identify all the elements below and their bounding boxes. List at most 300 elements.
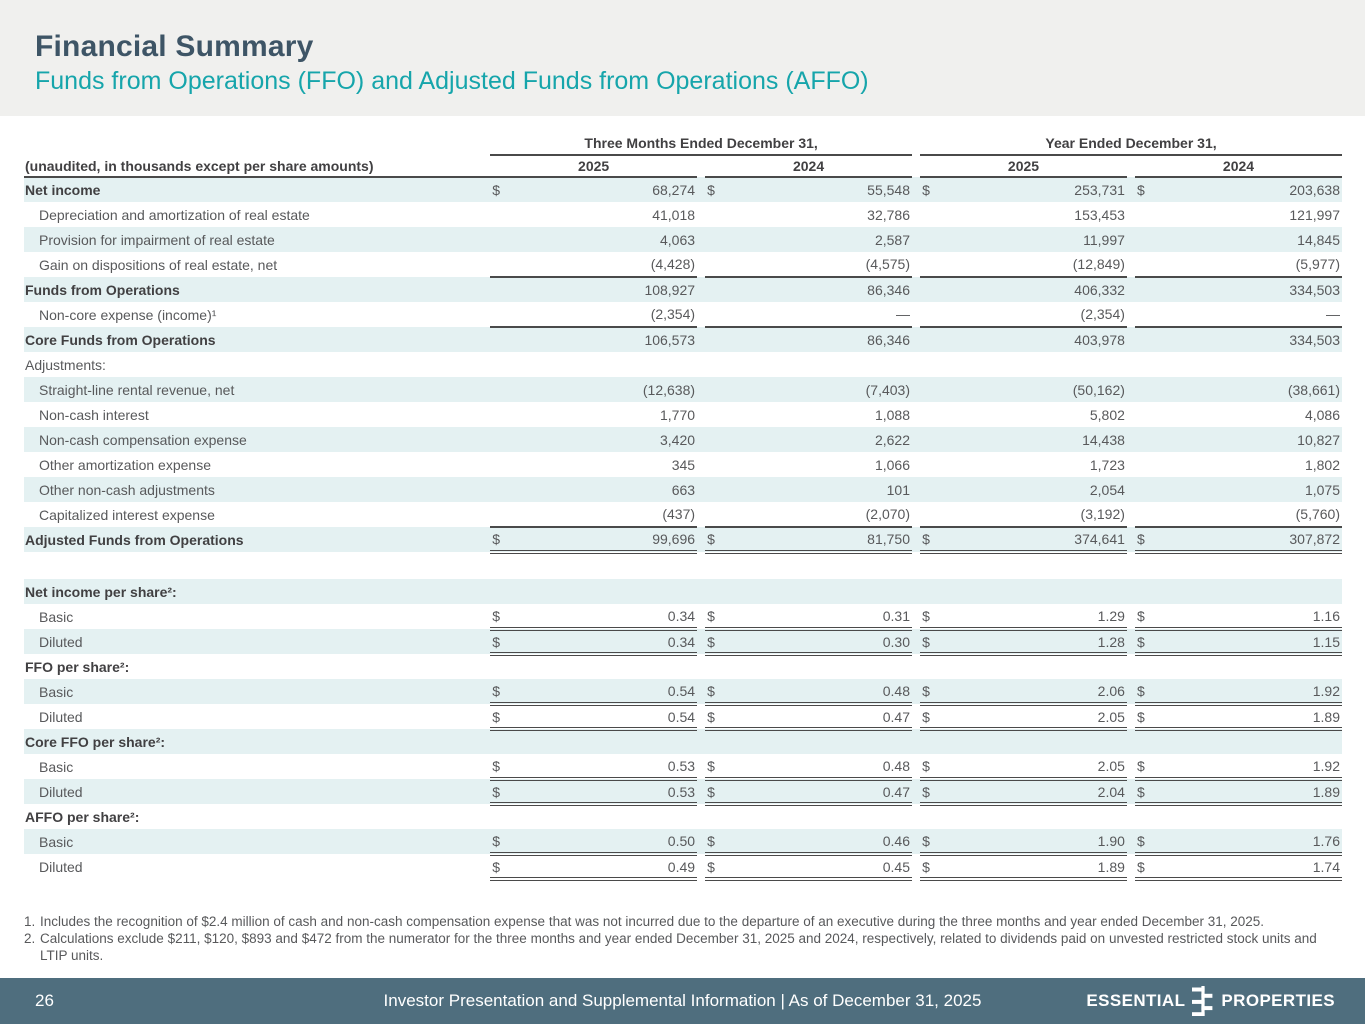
column-gap	[912, 729, 920, 754]
row-label: Adjustments:	[25, 356, 106, 373]
dollar-sign-cell	[490, 352, 512, 377]
table-row	[24, 527, 1342, 552]
dollar-sign-cell: $	[705, 704, 727, 729]
row-label: Diluted	[39, 708, 83, 725]
row-label: Non-core expense (income)¹	[39, 306, 217, 323]
dollar-sign-cell	[1135, 352, 1157, 377]
column-gap	[1127, 327, 1135, 352]
dollar-sign-cell	[705, 579, 727, 604]
column-gap	[1127, 604, 1135, 629]
dollar-sign-cell	[705, 377, 727, 402]
column-gap	[912, 477, 920, 502]
dollar-sign-cell	[1135, 729, 1157, 754]
dollar-sign-cell	[490, 252, 512, 277]
dollar-sign-cell: $	[1135, 754, 1157, 779]
value-cell	[727, 352, 912, 377]
dollar-sign-cell	[490, 402, 512, 427]
table-row	[24, 679, 1342, 704]
column-gap	[1127, 477, 1135, 502]
row-label: Diluted	[39, 633, 83, 650]
column-gap	[1127, 402, 1135, 427]
column-gap	[697, 502, 705, 527]
dollar-sign-cell	[490, 227, 512, 252]
dollar-sign-cell: $	[490, 779, 512, 804]
year-col-2: 2024	[705, 155, 912, 177]
value-cell: (3,192)	[942, 502, 1127, 527]
value-cell: 0.47	[727, 704, 912, 729]
value-cell: 345	[671, 456, 696, 473]
value-cell: (50,162)	[1072, 381, 1125, 398]
value-cell: 203,638	[1289, 182, 1340, 198]
value-cell: 1,770	[660, 406, 696, 423]
value-cell: 1.76	[1157, 829, 1342, 854]
dollar-sign-cell	[490, 202, 512, 227]
dollar-sign-cell: $	[1135, 604, 1157, 629]
dollar-sign-cell	[705, 729, 727, 754]
table-row	[24, 477, 1342, 502]
dollar-sign-cell	[1135, 327, 1157, 352]
value-cell: 86,346	[867, 282, 910, 298]
column-gap	[912, 854, 920, 879]
dollar-sign-cell: $	[705, 629, 727, 654]
value-cell: 2,622	[874, 431, 910, 448]
value-cell: 121,997	[1289, 206, 1340, 223]
dollar-sign-cell	[705, 302, 727, 327]
dollar-sign-cell: $	[705, 754, 727, 779]
column-gap	[1127, 779, 1135, 804]
value-cell: 2.06	[942, 679, 1127, 704]
dollar-sign-cell: $	[1135, 779, 1157, 804]
column-gap	[912, 377, 920, 402]
column-gap	[1127, 629, 1135, 654]
column-gap	[912, 277, 920, 302]
value-cell: 0.48	[727, 754, 912, 779]
dollar-sign-cell	[490, 654, 512, 679]
dollar-sign-cell	[490, 277, 512, 302]
column-gap	[697, 754, 705, 779]
column-gap	[912, 302, 920, 327]
value-cell: 2.05	[942, 704, 1127, 729]
dollar-sign-cell: $	[920, 829, 942, 854]
value-cell: 1,802	[1304, 456, 1340, 473]
value-cell: 101	[886, 481, 910, 498]
dollar-sign-cell	[705, 502, 727, 527]
value-cell	[512, 352, 697, 377]
table-row	[24, 452, 1342, 477]
value-cell: 4,086	[1304, 406, 1340, 423]
column-gap	[1127, 227, 1135, 252]
column-gap	[912, 604, 920, 629]
table-row	[24, 377, 1342, 402]
footnote-text: Includes the recognition of $2.4 million of cash and non-cash compensation expense that was not incurred due to the departure of an executive during the three months and year ended December 31, 2025.	[40, 914, 1265, 929]
dollar-sign-cell	[920, 327, 942, 352]
column-gap	[697, 327, 705, 352]
dollar-sign-cell: $	[705, 829, 727, 854]
table-row	[24, 302, 1342, 327]
column-gap	[697, 679, 705, 704]
dollar-sign-cell	[1135, 252, 1157, 277]
value-cell: 0.54	[512, 704, 697, 729]
title-band	[0, 0, 1365, 116]
dollar-sign-cell	[705, 227, 727, 252]
essential-properties-logo-icon	[1192, 986, 1214, 1016]
value-cell: 68,274	[652, 182, 696, 198]
dollar-sign-cell	[490, 579, 512, 604]
dollar-sign-cell	[490, 302, 512, 327]
dollar-sign-cell	[705, 452, 727, 477]
value-cell: 0.45	[727, 854, 912, 879]
value-cell: 0.46	[727, 829, 912, 854]
row-label: Funds from Operations	[25, 281, 180, 298]
column-gap	[1127, 854, 1135, 879]
row-label: Depreciation and amortization of real estate	[39, 206, 310, 223]
dollar-sign-cell	[920, 502, 942, 527]
value-cell: 1.74	[1157, 854, 1342, 879]
row-label: Basic	[39, 833, 74, 850]
row-label: Non-cash interest	[39, 406, 149, 423]
dollar-sign-cell	[1135, 277, 1157, 302]
table-row	[24, 327, 1342, 352]
value-cell: 0.53	[512, 754, 697, 779]
value-cell: 0.49	[512, 854, 697, 879]
dollar-sign-cell	[920, 377, 942, 402]
dollar-sign-cell	[490, 427, 512, 452]
dollar-sign-cell: $	[705, 604, 727, 629]
value-cell: 1.16	[1157, 604, 1342, 629]
col-group-year-ended: Year Ended December 31,	[920, 132, 1342, 155]
dollar-sign-cell	[920, 252, 942, 277]
value-cell: 0.53	[512, 779, 697, 804]
column-gap	[697, 277, 705, 302]
value-cell: 1.29	[942, 604, 1127, 629]
column-gap	[1127, 579, 1135, 604]
dollar-sign-cell	[920, 654, 942, 679]
footnote	[24, 930, 1337, 964]
value-cell	[942, 729, 1127, 754]
value-cell: 0.34	[512, 604, 697, 629]
value-cell	[1157, 352, 1342, 377]
column-gap	[697, 252, 705, 277]
row-label: Gain on dispositions of real estate, net	[39, 256, 278, 273]
dollar-sign-cell	[705, 427, 727, 452]
table-row	[24, 227, 1342, 252]
column-gap	[1127, 427, 1135, 452]
dollar-sign-cell: $	[920, 754, 942, 779]
dollar-sign-cell: $	[1136, 182, 1145, 198]
value-cell: 0.48	[727, 679, 912, 704]
dollar-sign-cell: $	[705, 854, 727, 879]
dollar-sign-cell: $	[920, 704, 942, 729]
footnote-number: 2.	[24, 931, 36, 946]
year-col-4: 2024	[1135, 155, 1342, 177]
table-row	[24, 829, 1342, 854]
column-gap	[912, 352, 920, 377]
footer-bar	[0, 978, 1365, 1024]
value-cell: (2,070)	[727, 502, 912, 527]
value-cell	[727, 579, 912, 604]
value-cell	[512, 729, 697, 754]
page-subtitle: Funds from Operations (FFO) and Adjusted Funds from Operations (AFFO)	[35, 67, 869, 95]
dollar-sign-cell	[705, 252, 727, 277]
value-cell	[942, 654, 1127, 679]
column-gap	[697, 402, 705, 427]
dollar-sign-cell: $	[1135, 527, 1157, 552]
value-cell: 2,054	[1089, 481, 1125, 498]
value-cell	[1157, 729, 1342, 754]
value-cell: 55,548	[867, 182, 910, 198]
dollar-sign-cell	[705, 352, 727, 377]
table-row	[24, 252, 1342, 277]
value-cell: —	[1157, 302, 1342, 327]
column-gap	[697, 854, 705, 879]
column-gap	[1127, 704, 1135, 729]
page-number: 26	[35, 991, 54, 1010]
column-gap	[697, 729, 705, 754]
value-cell: 4,063	[660, 231, 696, 248]
value-cell: 41,018	[652, 206, 696, 223]
dollar-sign-cell	[1135, 654, 1157, 679]
column-gap	[697, 779, 705, 804]
dollar-sign-cell	[1135, 502, 1157, 527]
dollar-sign-cell	[920, 804, 942, 829]
value-cell: 2,587	[874, 231, 910, 248]
dollar-sign-cell	[1135, 302, 1157, 327]
column-gap	[1127, 754, 1135, 779]
value-cell: 108,927	[644, 282, 696, 298]
value-cell: —	[727, 302, 912, 327]
dollar-sign-cell	[705, 477, 727, 502]
column-gap	[912, 427, 920, 452]
row-label: Adjusted Funds from Operations	[25, 531, 244, 548]
column-gap	[1127, 502, 1135, 527]
row-label: Diluted	[39, 783, 83, 800]
column-gap	[697, 829, 705, 854]
column-gap	[1127, 302, 1135, 327]
dollar-sign-cell: $	[920, 629, 942, 654]
column-gap	[1127, 527, 1135, 552]
table-row	[24, 704, 1342, 729]
value-cell: (2,354)	[512, 302, 697, 327]
value-cell	[942, 804, 1127, 829]
column-gap	[912, 654, 920, 679]
dollar-sign-cell	[705, 804, 727, 829]
value-cell: 81,750	[727, 527, 912, 552]
dollar-sign-cell	[1135, 804, 1157, 829]
table-row	[24, 202, 1342, 227]
year-col-3: 2025	[920, 155, 1127, 177]
column-gap	[697, 377, 705, 402]
dollar-sign-cell: $	[707, 182, 715, 198]
dollar-sign-cell: $	[920, 679, 942, 704]
column-gap	[697, 427, 705, 452]
dollar-sign-cell: $	[1135, 854, 1157, 879]
table-row	[24, 754, 1342, 779]
dollar-sign-cell	[920, 352, 942, 377]
value-cell: 1.28	[942, 629, 1127, 654]
value-cell: 86,346	[867, 332, 910, 348]
column-group-header-row	[24, 132, 1342, 155]
dollar-sign-cell	[920, 452, 942, 477]
column-gap	[912, 177, 920, 202]
column-gap	[912, 679, 920, 704]
year-header-row	[24, 155, 1342, 177]
dollar-sign-cell: $	[705, 779, 727, 804]
row-label: Basic	[39, 758, 74, 775]
dollar-sign-cell: $	[1135, 629, 1157, 654]
dollar-sign-cell	[490, 804, 512, 829]
value-cell: (4,428)	[512, 252, 697, 277]
value-cell: 32,786	[867, 206, 910, 223]
value-cell	[1157, 654, 1342, 679]
row-label: Net income per share²:	[25, 583, 177, 600]
value-cell: 0.54	[512, 679, 697, 704]
dollar-sign-cell	[1135, 202, 1157, 227]
value-cell: (38,661)	[1287, 381, 1340, 398]
column-gap	[697, 177, 705, 202]
table-row	[24, 804, 1342, 829]
row-label: Basic	[39, 683, 74, 700]
column-gap	[697, 629, 705, 654]
column-gap	[1127, 729, 1135, 754]
value-cell: 0.34	[512, 629, 697, 654]
value-cell	[512, 579, 697, 604]
column-gap	[912, 754, 920, 779]
row-label: Diluted	[39, 858, 83, 875]
dollar-sign-cell	[920, 202, 942, 227]
dollar-sign-cell: $	[920, 779, 942, 804]
value-cell: 1,066	[874, 456, 910, 473]
column-gap	[912, 804, 920, 829]
value-cell: 406,332	[1074, 282, 1125, 298]
value-cell: (4,575)	[727, 252, 912, 277]
value-cell: 307,872	[1157, 527, 1342, 552]
value-cell: 1,075	[1304, 481, 1340, 498]
footnote	[24, 913, 1337, 930]
logo-text-properties: PROPERTIES	[1221, 991, 1335, 1010]
column-gap	[697, 654, 705, 679]
value-cell	[727, 654, 912, 679]
col-group-three-months: Three Months Ended December 31,	[490, 132, 912, 155]
dollar-sign-cell: $	[920, 527, 942, 552]
table-row	[24, 629, 1342, 654]
column-gap	[697, 452, 705, 477]
value-cell: 334,503	[1289, 282, 1340, 298]
column-gap	[1127, 277, 1135, 302]
column-gap	[697, 704, 705, 729]
value-cell: 1.89	[942, 854, 1127, 879]
dollar-sign-cell: $	[490, 604, 512, 629]
value-cell: (12,638)	[642, 381, 696, 398]
column-gap	[912, 202, 920, 227]
logo-text-essential: ESSENTIAL	[1086, 991, 1186, 1010]
year-col-1: 2025	[490, 155, 697, 177]
dollar-sign-cell	[490, 477, 512, 502]
row-label: Capitalized interest expense	[39, 506, 215, 523]
row-label: Straight-line rental revenue, net	[39, 381, 235, 398]
column-gap	[1127, 352, 1135, 377]
value-cell	[942, 352, 1127, 377]
column-gap	[1127, 679, 1135, 704]
table-row	[24, 654, 1342, 679]
dollar-sign-cell	[490, 729, 512, 754]
row-label: Provision for impairment of real estate	[39, 231, 275, 248]
row-label: FFO per share²:	[25, 658, 130, 675]
table-row	[24, 402, 1342, 427]
value-cell: 1.90	[942, 829, 1127, 854]
column-gap	[912, 779, 920, 804]
value-cell: 106,573	[644, 332, 696, 348]
dollar-sign-cell	[920, 477, 942, 502]
column-gap	[912, 452, 920, 477]
value-cell	[512, 804, 697, 829]
dollar-sign-cell	[1135, 579, 1157, 604]
table-row	[24, 427, 1342, 452]
value-cell: 0.30	[727, 629, 912, 654]
dollar-sign-cell	[490, 502, 512, 527]
dollar-sign-cell	[1135, 377, 1157, 402]
value-cell: 334,503	[1289, 332, 1340, 348]
page-title: Financial Summary	[35, 30, 314, 63]
dollar-sign-cell: $	[920, 854, 942, 879]
value-cell: 5,802	[1089, 406, 1125, 423]
dollar-sign-cell	[1135, 477, 1157, 502]
dollar-sign-cell: $	[1135, 679, 1157, 704]
column-gap	[697, 604, 705, 629]
value-cell	[512, 654, 697, 679]
unaudited-label: (unaudited, in thousands except per share amounts)	[24, 155, 490, 177]
column-gap	[697, 527, 705, 552]
column-gap	[912, 829, 920, 854]
value-cell: 0.47	[727, 779, 912, 804]
value-cell: 99,696	[512, 527, 697, 552]
dollar-sign-cell: $	[490, 754, 512, 779]
table-body	[24, 177, 1342, 879]
dollar-sign-cell: $	[920, 604, 942, 629]
dollar-sign-cell: $	[1135, 829, 1157, 854]
dollar-sign-cell	[1135, 402, 1157, 427]
spacer-row	[24, 552, 1342, 579]
table-row	[24, 604, 1342, 629]
column-gap	[697, 227, 705, 252]
row-label: Net income	[25, 182, 101, 198]
dollar-sign-cell: $	[490, 629, 512, 654]
footnote-number: 1.	[24, 914, 36, 929]
table-row	[24, 579, 1342, 604]
table-row	[24, 177, 1342, 202]
value-cell: 0.31	[727, 604, 912, 629]
dollar-sign-cell	[1135, 452, 1157, 477]
column-gap	[1127, 252, 1135, 277]
dollar-sign-cell	[920, 402, 942, 427]
column-gap	[912, 252, 920, 277]
row-label: Core FFO per share²:	[25, 733, 166, 750]
value-cell: 1.89	[1157, 779, 1342, 804]
table-row	[24, 729, 1342, 754]
value-cell: 1.15	[1157, 629, 1342, 654]
dollar-sign-cell	[920, 729, 942, 754]
dollar-sign-cell	[490, 452, 512, 477]
value-cell: (5,760)	[1157, 502, 1342, 527]
footer-caption: Investor Presentation and Supplemental Information | As of December 31, 2025	[383, 991, 982, 1010]
row-label: Other non-cash adjustments	[39, 481, 215, 498]
dollar-sign-cell: $	[705, 679, 727, 704]
value-cell: 14,845	[1297, 231, 1340, 248]
column-gap	[697, 202, 705, 227]
column-gap	[912, 579, 920, 604]
table-container	[0, 116, 1365, 881]
table-row	[24, 502, 1342, 527]
column-gap	[697, 302, 705, 327]
